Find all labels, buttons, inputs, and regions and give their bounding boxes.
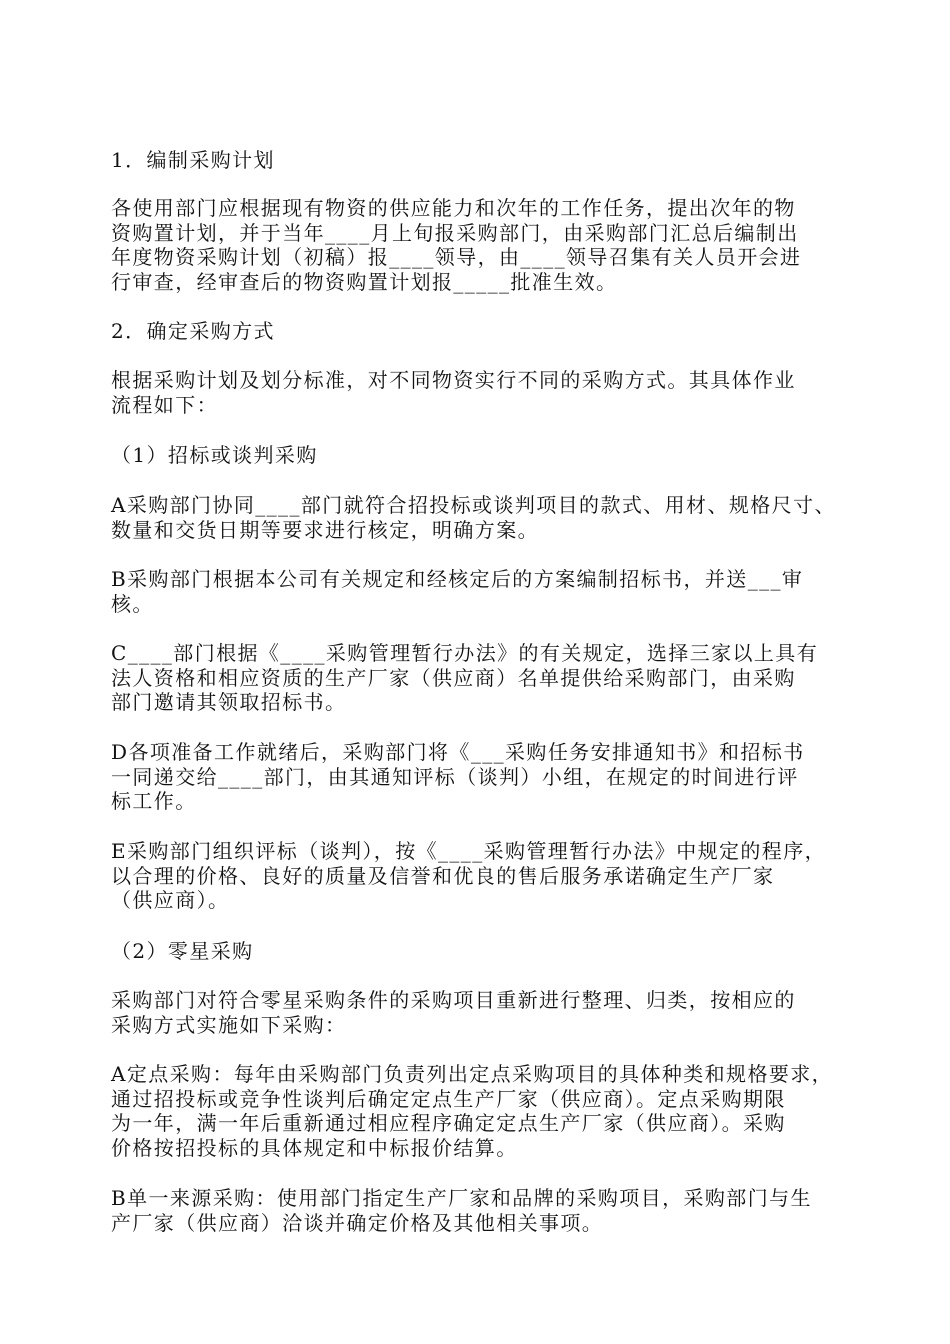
paragraph-line: 采购方式实施如下采购： xyxy=(111,1012,347,1037)
heading-text: 2．确定采购方式 xyxy=(111,319,275,343)
paragraph-line: D各项准备工作就绪后，采购部门将《___采购任务安排通知书》和招标书 xyxy=(111,740,805,764)
paragraph-line: 价格按招投标的具体规定和中标报价结算。 xyxy=(111,1135,518,1160)
list-item-d xyxy=(111,740,853,814)
sub-heading-text: （2）零星采购 xyxy=(111,939,254,963)
paragraph-line: 通过招投标或竞争性谈判后确定定点生产厂家（供应商）。定点采购期限 xyxy=(111,1086,786,1111)
sub-heading-text: （1）招标或谈判采购 xyxy=(111,443,318,467)
paragraph-line: A采购部门协同____部门就符合招投标或谈判项目的款式、用材、规格尺寸、 xyxy=(111,493,836,517)
paragraph-line: 年度物资采购计划（初稿）报____领导，由____领导召集有关人员开会进 xyxy=(111,245,802,269)
paragraph-line: 部门邀请其领取招标书。 xyxy=(111,690,347,714)
list-item-c xyxy=(111,641,853,715)
list-item-fixed-point xyxy=(111,1062,853,1160)
paragraph-line: B单一来源采购：使用部门指定生产厂家和品牌的采购项目，采购部门与生 xyxy=(111,1186,812,1210)
sub-heading-sporadic xyxy=(111,939,853,964)
paragraph-line: 各使用部门应根据现有物资的供应能力和次年的工作任务，提出次年的物 xyxy=(111,196,796,220)
list-item-single-source xyxy=(111,1186,853,1235)
paragraph-line: 法人资格和相应资质的生产厂家（供应商）名单提供给采购部门，由采购 xyxy=(111,665,796,690)
paragraph-plan xyxy=(111,196,853,294)
paragraph-line: C____部门根据《____采购管理暂行办法》的有关规定，选择三家以上具有 xyxy=(111,641,819,665)
paragraph-line: 产厂家（供应商）洽谈并确定价格及其他相关事项。 xyxy=(111,1210,604,1235)
paragraph-line: 流程如下： xyxy=(111,392,218,417)
paragraph-line: 行审查，经审查后的物资购置计划报_____批准生效。 xyxy=(111,269,618,294)
paragraph-line: E采购部门组织评标（谈判），按《____采购管理暂行办法》中规定的程序， xyxy=(111,839,826,863)
paragraph-line: 资购置计划，并于当年____月上旬报采购部门，由采购部门汇总后编制出 xyxy=(111,220,799,245)
heading-text: 1．编制采购计划 xyxy=(111,148,275,172)
paragraph-sporadic xyxy=(111,988,853,1037)
paragraph-line: 标工作。 xyxy=(111,789,197,813)
paragraph-line: （供应商）。 xyxy=(111,888,230,912)
paragraph-line: 根据采购计划及划分标准，对不同物资实行不同的采购方式。其具体作业 xyxy=(111,368,796,392)
paragraph-line: A定点采购：每年由采购部门负责列出定点采购项目的具体种类和规格要求， xyxy=(111,1062,834,1086)
list-item-e xyxy=(111,839,853,913)
paragraph-line: 以合理的价格、良好的质量及信誉和优良的售后服务承诺确定生产厂家 xyxy=(111,863,775,888)
section-heading-2 xyxy=(111,319,853,344)
paragraph-line: 一同递交给____部门，由其通知评标（谈判）小组，在规定的时间进行评 xyxy=(111,764,799,789)
sub-heading-bidding xyxy=(111,443,853,468)
paragraph-line: B采购部门根据本公司有关规定和经核定后的方案编制招标书，并送___审 xyxy=(111,567,804,591)
paragraph-line: 核。 xyxy=(111,591,154,616)
list-item-a xyxy=(111,493,853,542)
paragraph-line: 采购部门对符合零星采购条件的采购项目重新进行整理、归类，按相应的 xyxy=(111,988,796,1012)
paragraph-line: 为一年，满一年后重新通过相应程序确定定点生产厂家（供应商）。采购 xyxy=(111,1111,786,1135)
paragraph-line: 数量和交货日期等要求进行核定，明确方案。 xyxy=(111,517,539,542)
section-heading-1 xyxy=(111,148,853,173)
paragraph-method xyxy=(111,368,853,417)
list-item-b xyxy=(111,567,853,616)
